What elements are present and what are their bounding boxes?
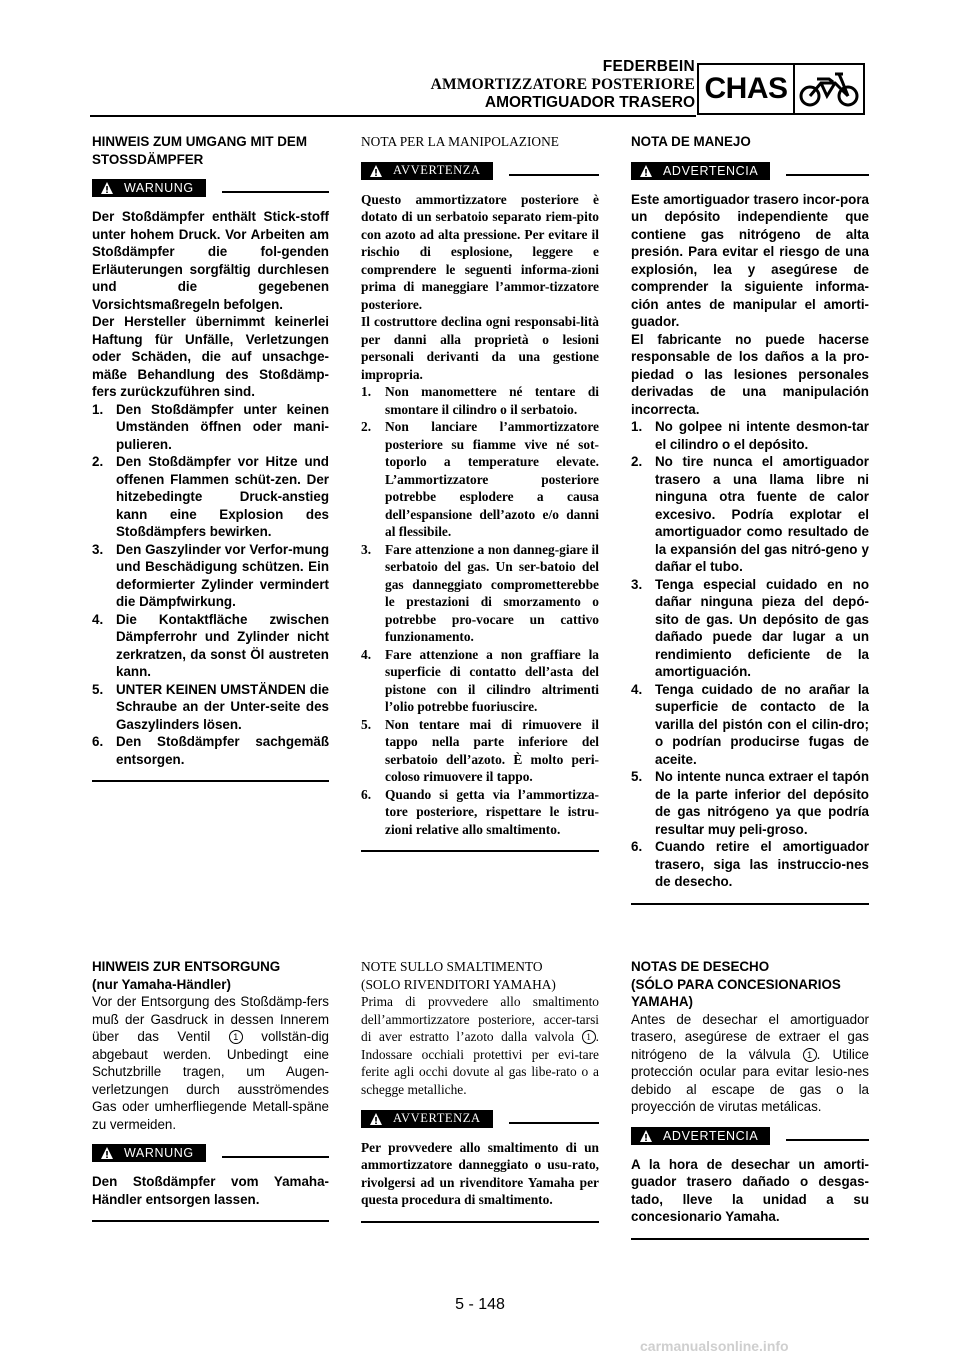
warning-rule (786, 1139, 869, 1141)
warning-body (361, 191, 599, 839)
warning-header (361, 1109, 599, 1129)
column-spanish (631, 133, 869, 905)
warning-label: AVVERTENZA (393, 1111, 481, 1126)
list-item: 4. Fare attenzione a non graffiare la superficie di contatto dell’asta del pistone con il cilindro altrimenti l’olio potrebbe fuoriuscire. (361, 646, 599, 714)
warning-rule (509, 1122, 599, 1124)
steps-list (92, 401, 329, 769)
heading-handling: HINWEIS ZUM UMGANG MIT DEM STOSSDÄMPFER (92, 134, 307, 167)
heading-disposal: NOTAS DE DESECHO (631, 959, 770, 974)
list-item: 1. Non manomettere né tentare di smontare il cilindro o il serbatoio. (361, 384, 599, 417)
warning-end-rule (361, 850, 599, 852)
section-code: CHAS (699, 65, 795, 113)
steps-list (361, 383, 599, 838)
list-item: 4. Die Kontaktfläche zwischen Dämpferrohr und Zylinder nicht zerkratzen, da sonst Öl austreten kann. (92, 611, 329, 679)
warning-badge (92, 1144, 206, 1162)
heading-handling: NOTA DE MANEJO (631, 134, 751, 149)
disposal-paragraph: Prima di provvedere allo smaltimento dell’ammortizzatore posteriore, accer-tarsi di aver estratto l’azoto dalla valvola 1 . Indossare occhiali protettivi per evi-tare ferite agli occhi dovute al gas libe-rato o a schegge metalliche. (361, 994, 599, 1097)
title-it: AMMORTIZZATORE POSTERIORE (430, 76, 695, 93)
title-es: AMORTIGUADOR TRASERO (484, 94, 695, 111)
section-titles (431, 58, 695, 112)
liability-paragraph: El fabricante no puede hacerse responsable de los daños a la pro-piedad o las lesiones personales derivadas de una manipulación incorrecta. (631, 331, 869, 417)
disposal-paragraph: Vor der Entsorgung des Stoßdämp-fers muß der Gasdruck in dessen Innerem über das Ventil 1 vollstän-dig abgebaut werden. Unbedingt eine Schutzbrille tragen, um Augen-verletzungen durch ausströmendes Gas oder umherfliegende Metall-späne zu vermeiden. (92, 994, 329, 1132)
warning-header (631, 1126, 869, 1146)
disposal-warning-text: Den Stoßdämpfer vom Yamaha-Händler entsorgen lassen. (92, 1174, 329, 1207)
warning-end-rule (631, 903, 869, 905)
list-item: 6. Cuando retire el amortiguador trasero, siga las instruccio-nes de desecho. (631, 839, 869, 889)
warning-body (631, 191, 869, 891)
warning-header (92, 178, 329, 198)
heading-disposal: HINWEIS ZUR ENTSORGUNG (92, 959, 281, 974)
list-item: 1. Den Stoßdämpfer unter keinen Umständen öffnen oder mani-pulieren. (92, 401, 329, 452)
list-item: 4. Tenga cuidado de no arañar la superficie de contacto de la varilla del pistón con el cilin-dro; o podrían producirse fugas de aceite. (631, 681, 869, 767)
title-de: FEDERBEIN (602, 58, 695, 75)
warning-end-rule (92, 1220, 329, 1222)
header-rule (90, 115, 696, 117)
warning-label: AVVERTENZA (393, 163, 481, 177)
reference-marker: 1 (803, 1048, 817, 1062)
warning-badge (92, 179, 206, 197)
heading-disposal-sub: (nur Yamaha-Händler) (92, 976, 231, 992)
list-item: 1. No golpee ni intente desmon-tar el cilindro o el depósito. (631, 419, 869, 452)
heading-disposal-sub: (SÓLO PARA CONCESIONARIOS YAMAHA) (631, 976, 841, 1009)
section-tab (697, 63, 865, 115)
warning-triangle-icon (639, 1129, 653, 1143)
warning-badge (631, 162, 770, 180)
warning-rule (786, 174, 869, 176)
warning-triangle-icon (639, 164, 653, 178)
warning-paragraph: Este amortiguador trasero incor-pora un depósito independiente que contiene gas nitrógeno de alta presión. Para evitar el riesgo de una explosión, lea y asegúrese de comprender la siguiente informa-ción antes de manipular el amorti-guador. (631, 191, 869, 329)
warning-header (631, 161, 869, 181)
warning-paragraph: Questo ammortizzatore posteriore è dotato di un serbatoio separato riem-pito con azoto ad alta pressione. Per evitare il rischio di esplosione, leggere e comprendere le seguenti informa-zioni prima di maneggiare l’ammor-tizzatore posteriore. (361, 191, 599, 312)
warning-paragraph: Der Stoßdämpfer enthält Stick-stoff unter hohem Druck. Vor Arbeiten am Stoßdämpfer die fol-genden Erläuterungen sorgfältig durchlesen und die gegebenen Vorsichtsmaßregeln befolgen. (92, 209, 329, 312)
list-item: 2. Den Stoßdämpfer vor Hitze und offenen Flammen schüt-zen. Der hitzebedingte Druck-anstieg kann eine Explosion des Stoßdämpfers bewirken. (92, 454, 329, 539)
liability-paragraph: Il costruttore declina ogni responsabi-lità per danni alla proprietà o lesioni personali derivanti da una gestione impropria. (361, 314, 599, 382)
warning-triangle-icon (369, 1112, 383, 1126)
reference-marker: 1 (582, 1030, 596, 1044)
motorcycle-icon (795, 65, 863, 113)
list-item: 6. Den Stoßdämpfer sachgemäß entsorgen. (92, 734, 329, 767)
warning-badge (631, 1127, 770, 1145)
warning-end-rule (92, 780, 329, 782)
column-german (92, 133, 329, 782)
warning-label: ADVERTENCIA (663, 1128, 759, 1143)
warning-rule (509, 174, 599, 176)
heading-handling: NOTA PER LA MANIPOLAZIONE (361, 134, 559, 149)
steps-list (631, 418, 869, 891)
column-italian (361, 133, 599, 852)
reference-marker: 1 (229, 1030, 243, 1044)
warning-header (92, 1143, 329, 1163)
warning-end-rule (361, 1221, 599, 1223)
warning-label: WARNUNG (124, 181, 194, 195)
page-number: 5 - 148 (455, 1296, 505, 1313)
list-item: 3. Den Gaszylinder vor Verfor-mung und Beschädigung schützen. Ein deformierter Zylinder vermindert die Dämpfwirkung. (92, 541, 329, 609)
liability-paragraph: Der Hersteller übernimmt keinerlei Haftung für Unfälle, Verletzungen oder Schäden, die auf unsachge-mäße Behandlung des Stoßdämp-fers zurückzuführen sind. (92, 314, 329, 399)
disposal-warning-text: Per provvedere allo smaltimento di un ammortizzatore danneggiato o usu-rato, rivolgersi ad un rivenditore Yamaha per questa procedura di smaltimento. (361, 1139, 599, 1208)
list-item: 3. Tenga especial cuidado en no dañar ninguna pieza del depó-sito de gas. Un depósito de gas dañado puede dar lugar a un rendimiento deficiente de la amortiguación. (631, 576, 869, 679)
list-item: 2. No tire nunca el amortiguador trasero a una llama libre ni ninguna otra fuente de calor excesivo. Podría explotar el amortiguador como resultado de la expansión del gas nitró-geno y dañar el tubo. (631, 454, 869, 574)
warning-body (92, 208, 329, 768)
warning-label: WARNUNG (124, 1146, 194, 1160)
column-spanish-disposal (631, 958, 869, 1240)
disposal-paragraph: Antes de desechar el amortiguador trasero, asegúrese de extraer el gas nitrógeno de la válvula 1 . Utilice protección ocular para evitar lesio-nes debido al escape de gas o la proyección de virutas metálicas. (631, 1011, 869, 1114)
list-item: 6. Quando si getta via l’ammortizza-tore posteriore, rispettare le istru-zioni relative allo smaltimento. (361, 786, 599, 837)
warning-rule (222, 1156, 329, 1158)
list-item: 5. UNTER KEINEN UMSTÄNDEN die Schraube an der Unter-seite des Gaszylinders lösen. (92, 681, 329, 732)
warning-header (361, 161, 599, 181)
watermark: carmanualsonline.info (640, 1338, 789, 1354)
heading-disposal: NOTE SULLO SMALTIMENTO (361, 959, 543, 974)
warning-label: ADVERTENCIA (663, 163, 759, 178)
list-item: 3. Fare attenzione a non danneg-giare il serbatoio del gas. Un ser-batoio del gas danneggiato comprometterebbe le prestazioni di smorzamento o potrebbe pro-vocare un cattivo funzionamento. (361, 541, 599, 644)
disposal-warning-text: A la hora de desechar un amorti-guador trasero dañado o desgas-tado, lleve la unidad a su concesionario Yamaha. (631, 1156, 869, 1224)
column-german-disposal (92, 958, 329, 1222)
warning-triangle-icon (100, 1146, 114, 1160)
warning-triangle-icon (369, 164, 383, 178)
column-italian-disposal (361, 958, 599, 1223)
list-item: 2. Non lanciare l’ammortizzatore posteriore su fiamme vive né sot-toporlo a temperature elevate. L’ammortizzatore posteriore potrebbe esplodere a causa dell’espansione dell’azoto e/o danni al flessibile. (361, 419, 599, 539)
list-item: 5. Non tentare mai di rimuovere il tappo nella parte inferiore del serbatoio dell’azoto. È molto peri-coloso rimuovere il tappo. (361, 716, 599, 784)
list-item: 5. No intente nunca extraer el tapón de la parte inferior del depósito de gas nitrógeno ya que podría resultar muy peli-groso. (631, 769, 869, 837)
warning-end-rule (631, 1238, 869, 1240)
warning-rule (222, 191, 329, 193)
warning-badge (361, 162, 493, 180)
warning-badge (361, 1110, 493, 1128)
heading-disposal-sub: (SOLO RIVENDITORI YAMAHA) (361, 976, 556, 992)
warning-triangle-icon (100, 181, 114, 195)
